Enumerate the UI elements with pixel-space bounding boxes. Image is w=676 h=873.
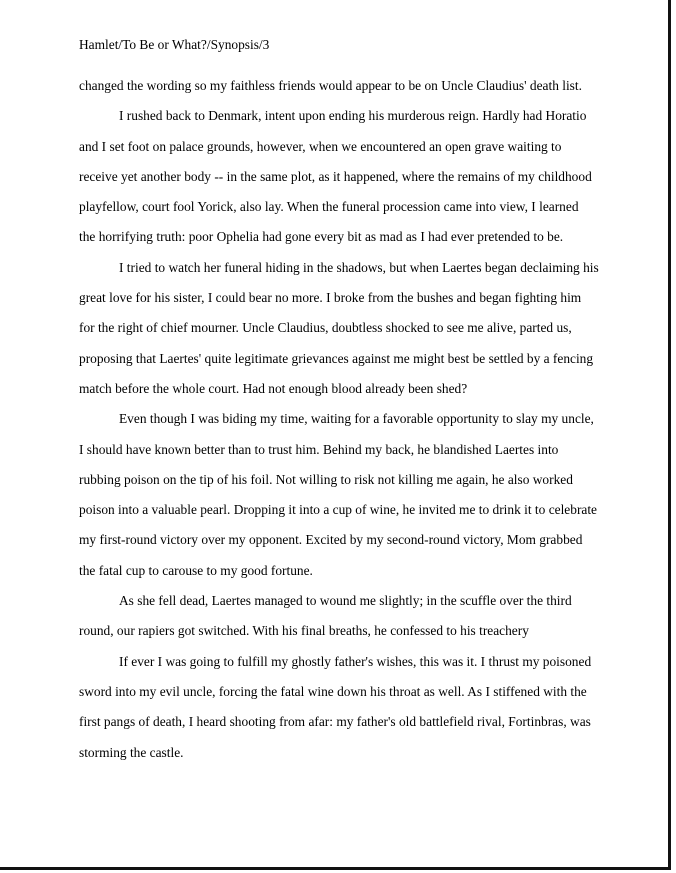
text-line: proposing that Laertes' quite legitimate grievances against me might best be settled by a fencing bbox=[79, 350, 594, 366]
text-line: great love for his sister, I could bear no more. I broke from the bushes and began fighting him bbox=[79, 290, 582, 306]
body-text bbox=[79, 76, 599, 773]
text-line: playfellow, court fool Yorick, also lay. When the funeral procession came into view, I learned bbox=[79, 199, 579, 215]
paragraph-start-line: Even though I was biding my time, waiting for a favorable opportunity to slay my uncle, bbox=[119, 411, 594, 427]
paragraph-start-line: I tried to watch her funeral hiding in the shadows, but when Laertes began declaiming his bbox=[119, 259, 599, 275]
text-line: receive yet another body -- in the same plot, as it happened, where the remains of my childhood bbox=[79, 168, 592, 184]
text-line: the horrifying truth: poor Ophelia had gone every bit as mad as I had ever pretended to be. bbox=[79, 229, 564, 245]
text-line: match before the whole court. Had not enough blood already been shed? bbox=[79, 380, 468, 396]
paragraph-start-line: As she fell dead, Laertes managed to wound me slightly; in the scuffle over the third bbox=[119, 593, 572, 609]
text-line: poison into a valuable pearl. Dropping it into a cup of wine, he invited me to drink it to celebrate bbox=[79, 502, 598, 518]
text-line: rubbing poison on the tip of his foil. Not willing to risk not killing me again, he also worked bbox=[79, 471, 573, 487]
text-line: I should have known better than to trust him. Behind my back, he blandished Laertes into bbox=[79, 441, 559, 457]
text-line: changed the wording so my faithless friends would appear to be on Uncle Claudius' death list. bbox=[79, 78, 582, 93]
text-line: the fatal cup to carouse to my good fortune. bbox=[79, 562, 313, 578]
text-line: sword into my evil uncle, forcing the fatal wine down his throat as well. As I stiffened with the bbox=[79, 683, 587, 699]
paragraph-start-line: I rushed back to Denmark, intent upon ending his murderous reign. Hardly had Horatio bbox=[119, 108, 587, 124]
text-line: and I set foot on palace grounds, however, when we encountered an open grave waiting to bbox=[79, 138, 562, 154]
text-line: my first-round victory over my opponent. Excited by my second-round victory, Mom grabbed bbox=[79, 532, 583, 548]
text-line: first pangs of death, I heard shooting from afar: my father's old battlefield rival, Fortinbras, was bbox=[79, 714, 591, 730]
text-line: for the right of chief mourner. Uncle Claudius, doubtless shocked to see me alive, parted us, bbox=[79, 320, 572, 336]
text-line: round, our rapiers got switched. With his final breaths, he confessed to his treachery bbox=[79, 623, 529, 639]
running-header: Hamlet/To Be or What?/Synopsis/3 bbox=[79, 37, 270, 52]
text-line: storming the castle. bbox=[79, 744, 184, 760]
paragraph-start-line: If ever I was going to fulfill my ghostly father's wishes, this was it. I thrust my poisoned bbox=[119, 653, 592, 669]
